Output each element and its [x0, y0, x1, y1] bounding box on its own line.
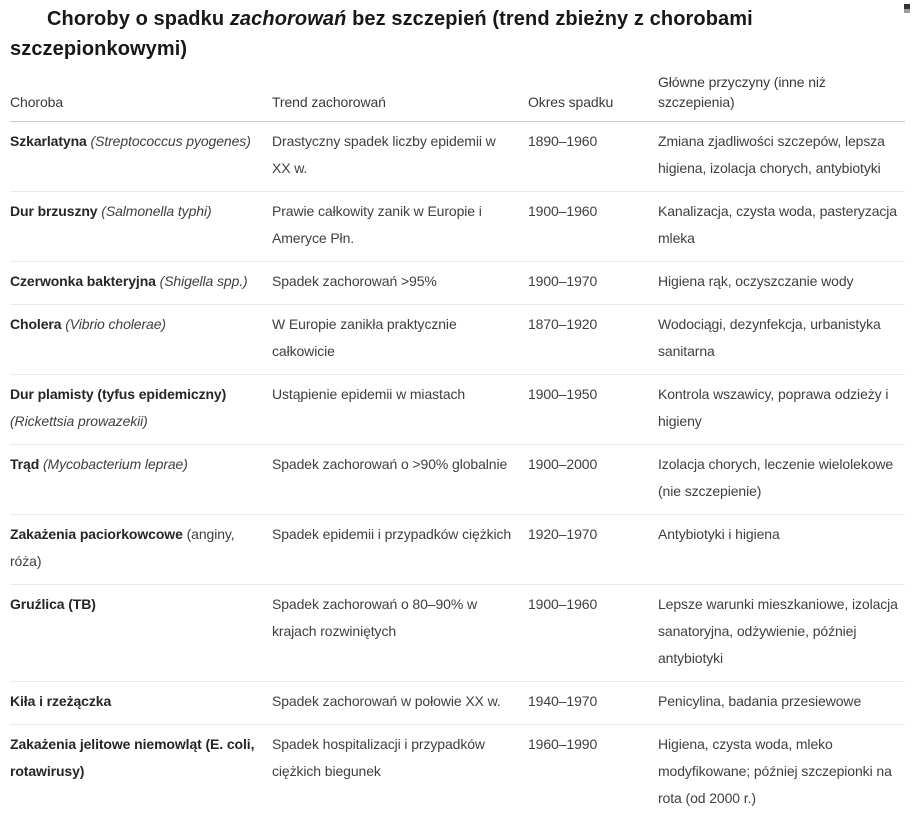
causes-cell: Zmiana zjadliwości szczepów, lepsza higiena, izolacja chorych, antybiotyki [658, 122, 905, 192]
trend-cell: Spadek epidemii i przypadków ciężkich [272, 515, 528, 585]
disease-detail: (Rickettsia prowazekii) [10, 413, 148, 429]
column-header-causes: Główne przyczyny (inne niż szczepienia) [658, 72, 905, 122]
period-cell: 1900–2000 [528, 445, 658, 515]
period-cell: 1900–1950 [528, 375, 658, 445]
document-page [0, 4, 917, 821]
trend-cell: W Europie zanikła praktycznie całkowicie [272, 305, 528, 375]
table-row [10, 262, 905, 305]
disease-name: Zakażenia paciorkowcowe [10, 526, 183, 542]
page-title-emphasis: zachorowań [229, 8, 347, 30]
table-row [10, 375, 905, 445]
disease-detail: (Mycobacterium leprae) [39, 456, 188, 472]
table-row [10, 682, 905, 725]
column-header-trend: Trend zachorowań [272, 72, 528, 122]
disease-cell [10, 682, 272, 725]
disease-cell [10, 305, 272, 375]
table-row [10, 585, 905, 682]
trend-cell: Drastyczny spadek liczby epidemii w XX w. [272, 122, 528, 192]
disease-name: Trąd [10, 456, 40, 472]
disease-detail: (Streptococcus pyogenes) [86, 133, 251, 149]
disease-name: Czerwonka bakteryjna [10, 273, 156, 289]
disease-cell [10, 122, 272, 192]
disease-cell [10, 192, 272, 262]
table-row [10, 192, 905, 262]
period-cell: 1940–1970 [528, 682, 658, 725]
screen-corner-artifact [904, 4, 910, 13]
table-header-row [10, 72, 905, 122]
disease-detail: (Salmonella typhi) [97, 203, 212, 219]
column-header-disease: Choroba [10, 72, 272, 122]
causes-cell: Antybiotyki i higiena [658, 515, 905, 585]
causes-cell: Izolacja chorych, leczenie wielolekowe (nie szczepienie) [658, 445, 905, 515]
trend-cell: Prawie całkowity zanik w Europie i Ameryce Płn. [272, 192, 528, 262]
period-cell: 1920–1970 [528, 515, 658, 585]
trend-cell: Spadek zachorowań o 80–90% w krajach rozwiniętych [272, 585, 528, 682]
disease-detail: (anginy, róża) [10, 526, 235, 569]
disease-table [10, 72, 905, 821]
disease-cell [10, 375, 272, 445]
table-row [10, 515, 905, 585]
period-cell: 1870–1920 [528, 305, 658, 375]
causes-cell: Kontrola wszawicy, poprawa odzieży i higieny [658, 375, 905, 445]
disease-cell [10, 515, 272, 585]
trend-cell: Ustąpienie epidemii w miastach [272, 375, 528, 445]
trend-cell: Spadek zachorowań w połowie XX w. [272, 682, 528, 725]
table-row [10, 725, 905, 822]
page-title-post: bez szczepień (trend zbieżny z chorobami szczepionkowymi) [10, 8, 753, 60]
trend-cell: Spadek hospitalizacji i przypadków ciężkich biegunek [272, 736, 485, 779]
disease-cell [10, 262, 272, 305]
page-title-pre: Choroby o spadku [47, 8, 230, 30]
disease-cell [10, 445, 272, 515]
table-row [10, 305, 905, 375]
period-cell: 1890–1960 [528, 122, 658, 192]
trend-cell: Spadek zachorowań >95% [272, 262, 528, 305]
disease-cell [10, 725, 272, 822]
causes-cell: Higiena rąk, oczyszczanie wody [658, 262, 905, 305]
causes-cell: Wodociągi, dezynfekcja, urbanistyka sanitarna [658, 305, 905, 375]
period-cell: 1900–1960 [528, 192, 658, 262]
disease-name: Kiła i rzeżączka [10, 693, 112, 709]
table-header [10, 72, 905, 122]
page-title [10, 4, 870, 64]
disease-detail: (Shigella spp.) [155, 273, 248, 289]
disease-detail: (Vibrio cholerae) [61, 316, 166, 332]
table-body [10, 122, 905, 822]
disease-name: Cholera [10, 316, 62, 332]
disease-name: Dur brzuszny [10, 203, 98, 219]
period-cell: 1900–1960 [528, 585, 658, 682]
causes-cell: Lepsze warunki mieszkaniowe, izolacja sanatoryjna, odżywienie, później antybiotyki [658, 585, 905, 682]
disease-name: Szkarlatyna [10, 133, 87, 149]
disease-name: Zakażenia jelitowe niemowląt (E. coli, rotawirusy) [10, 736, 255, 779]
period-cell: 1960–1990 [528, 736, 598, 752]
trend-cell: Spadek zachorowań o >90% globalnie [272, 445, 528, 515]
disease-name: Gruźlica (TB) [10, 596, 96, 612]
causes-cell: Penicylina, badania przesiewowe [658, 682, 905, 725]
causes-cell: Kanalizacja, czysta woda, pasteryzacja mleka [658, 192, 905, 262]
disease-name: Dur plamisty (tyfus epidemiczny) [10, 386, 227, 402]
table-row [10, 445, 905, 515]
period-cell: 1900–1970 [528, 262, 658, 305]
disease-cell [10, 585, 272, 682]
column-header-period: Okres spadku [528, 72, 658, 122]
table-row [10, 122, 905, 192]
causes-cell: Higiena, czysta woda, mleko modyfikowane; później szczepionki na rota (od 2000 r.) [658, 736, 892, 806]
